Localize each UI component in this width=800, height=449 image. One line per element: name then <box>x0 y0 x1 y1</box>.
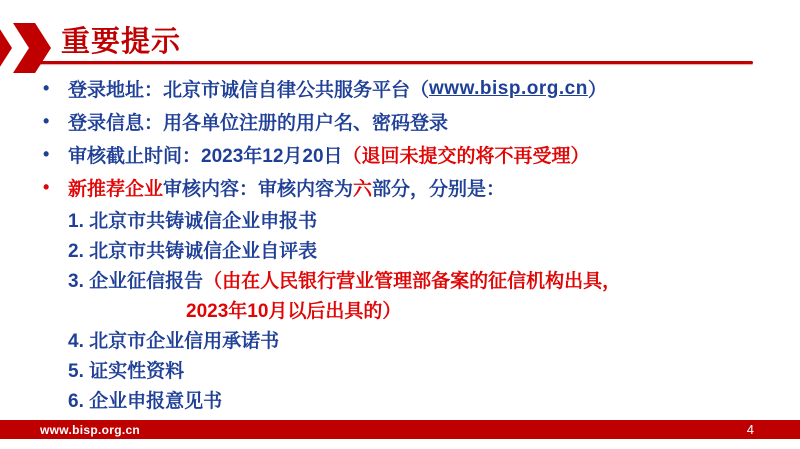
item-1-text: 1. 北京市共铸诚信企业申报书 <box>68 210 318 232</box>
bullet-dot-icon: • <box>43 78 50 98</box>
page-number: 4 <box>746 422 754 437</box>
list-item-5 <box>0 354 800 384</box>
item-4-text: 4. 北京市企业信用承诺书 <box>68 330 280 352</box>
bisp-url-link[interactable]: www.bisp.org.cn <box>429 77 588 99</box>
parts-text: 部分，分别是： <box>372 179 506 200</box>
bullet-dot-icon: • <box>43 177 50 197</box>
list-item-2 <box>0 234 800 264</box>
list-item-6 <box>0 384 800 414</box>
list-item-3 <box>0 264 800 294</box>
bullet-review-content <box>0 171 800 204</box>
item-3-note-continued-text: 2023年10月以后出具的） <box>186 300 402 322</box>
item-3-note-text: （由在人民银行营业管理部备案的征信机构出具， <box>203 270 622 292</box>
bullet-login-address <box>0 72 800 105</box>
bullet-dot-icon: • <box>43 144 50 164</box>
item-6-text: 6. 企业申报意见书 <box>68 390 223 412</box>
item-3-text: 3. 企业征信报告 <box>68 270 204 292</box>
bullet-deadline <box>0 138 800 171</box>
six-highlight-text: 六 <box>353 179 373 200</box>
new-enterprise-text: 新推荐企业 <box>68 179 164 200</box>
title-underline <box>34 61 753 64</box>
deadline-warning-text: （退回未提交的将不再受理） <box>342 146 590 167</box>
deadline-text: 审核截止时间：2023年12月20日 <box>68 146 343 167</box>
item-2-text: 2. 北京市共铸诚信企业自评表 <box>68 240 318 262</box>
list-item-1 <box>0 204 800 234</box>
footer-bar <box>0 420 800 439</box>
login-address-text: 登录地址：北京市诚信自律公共服务平台（ <box>68 80 430 101</box>
item-5-text: 5. 证实性资料 <box>68 360 185 382</box>
list-item-3-continuation <box>0 294 800 324</box>
chevron-left-icon <box>0 23 12 73</box>
footer-url: www.bisp.org.cn <box>40 422 141 437</box>
list-item-4 <box>0 324 800 354</box>
bullet-dot-icon: • <box>43 111 50 131</box>
slide-title: 重要提示 <box>61 26 182 58</box>
chevron-right-icon <box>13 23 51 73</box>
login-address-close-paren: ） <box>587 80 607 101</box>
review-content-text: 审核内容：审核内容为 <box>163 179 354 200</box>
login-info-text: 登录信息：用各单位注册的用户名、密码登录 <box>68 113 449 134</box>
double-chevron-icon <box>0 23 56 73</box>
slide-body <box>0 72 800 414</box>
bullet-login-info <box>0 105 800 138</box>
